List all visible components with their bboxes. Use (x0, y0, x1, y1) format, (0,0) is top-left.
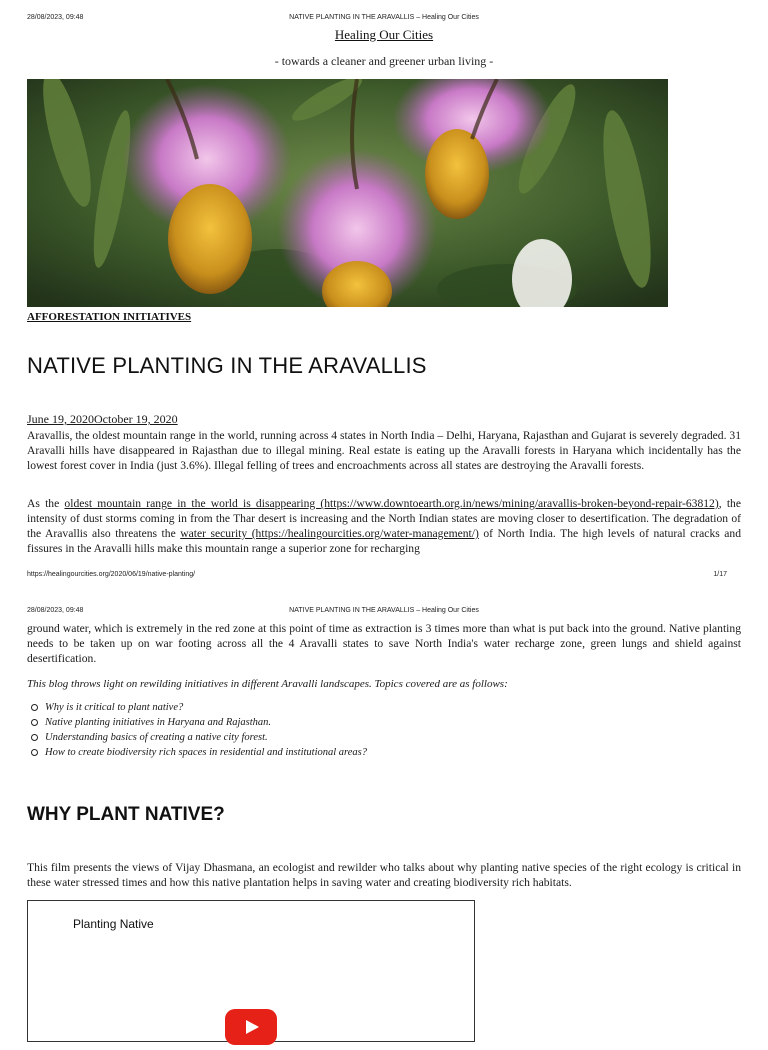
paragraph-desertification (27, 496, 741, 556)
post-dates-link[interactable]: June 19, 2020October 19, 2020 (27, 412, 178, 426)
print-timestamp: 28/08/2023, 09:48 (27, 14, 84, 21)
print-footer (27, 571, 741, 583)
paragraph-aravallis-intro: Aravallis, the oldest mountain range in the world, running across 4 states in North India – Delhi, Haryana, Rajasthan and Gujarat is severely degraded. 31 Aravalli hills have disappeared in Rajasthan due to illegal mining. Real estate is eating up the Aravalli forests in Haryana which incidentally has the lowest forest cover in India (just 3.6%). Illegal felling of trees and encroachments across all states are destroying the Aravalli forests. (27, 429, 741, 472)
print-header-page-2 (27, 607, 741, 619)
list-item (27, 745, 367, 760)
post-title: NATIVE PLANTING IN THE ARAVALLIS (27, 353, 427, 378)
list-item (27, 700, 367, 715)
video-title: Planting Native (73, 917, 154, 931)
topic-text: Native planting initiatives in Haryana and Rajasthan. (45, 717, 272, 728)
paragraph-text: of North India. The high levels of natural cracks and fissures in the Aravalli hills make this mountain range a superior zone for recharging (27, 527, 742, 555)
bullet-icon (31, 734, 38, 741)
paragraph-groundwater-continued: ground water, which is extremely in the red zone at this point of time as extraction is 3 times more than what is put back into the ground. Native planting needs to be taken up on war footing across all the 4 Aravalli states to save North India's water recharge zone, green lungs and shield against desertification. (27, 622, 741, 665)
topic-text: Why is it critical to plant native? (45, 702, 184, 713)
play-icon[interactable] (225, 1009, 277, 1045)
print-url: https://healingourcities.org/2020/06/19/native-planting/ (27, 571, 196, 578)
section-title: WHY PLANT NATIVE? (27, 804, 225, 825)
water-security-link[interactable]: water security (https://healingourcities.org/water-management/) (180, 527, 479, 540)
site-tagline: - towards a cleaner and greener urban living - (274, 54, 494, 68)
list-item (27, 715, 367, 730)
print-page-title: NATIVE PLANTING IN THE ARAVALLIS – Healing Our Cities (289, 14, 479, 21)
downtoearth-link[interactable]: oldest mountain range in the world is disappearing (https://www.downtoearth.org.in/news/mining/aravallis-broken-beyond-repair-63812) (64, 497, 719, 510)
topic-text: How to create biodiversity rich spaces in residential and institutional areas? (45, 747, 367, 758)
video-embed[interactable] (27, 900, 475, 1042)
category-link[interactable]: AFFORESTATION INITIATIVES (27, 311, 192, 323)
site-title-link[interactable]: Healing Our Cities (334, 27, 434, 42)
bullet-icon (31, 749, 38, 756)
print-page-title: NATIVE PLANTING IN THE ARAVALLIS – Healing Our Cities (289, 607, 479, 614)
paragraph-film: This film presents the views of Vijay Dhasmana, an ecologist and rewilder who talks about why planting native species of the right ecology is critical in these water stressed times and how this native plantation helps in saving water and creating biodiversity rich habitats. (27, 861, 741, 889)
paragraph-text: , the intensity of dust storms coming in from the Thar desert is increasing and the North Indian states are moving closer to desertification. The degradation of the Aravallis also threatens the (27, 497, 741, 540)
list-item (27, 730, 367, 745)
play-triangle-icon (225, 1009, 277, 1045)
paragraph-text: As the (27, 497, 65, 510)
bullet-icon (31, 704, 38, 711)
bullet-icon (31, 719, 38, 726)
print-page-number: 1/17 (713, 571, 727, 578)
topic-text: Understanding basics of creating a native city forest. (45, 732, 268, 743)
topics-intro: This blog throws light on rewilding initiatives in different Aravalli landscapes. Topics covered are as follows: (27, 678, 508, 690)
topics-list (27, 700, 367, 760)
print-timestamp: 28/08/2023, 09:48 (27, 607, 84, 614)
